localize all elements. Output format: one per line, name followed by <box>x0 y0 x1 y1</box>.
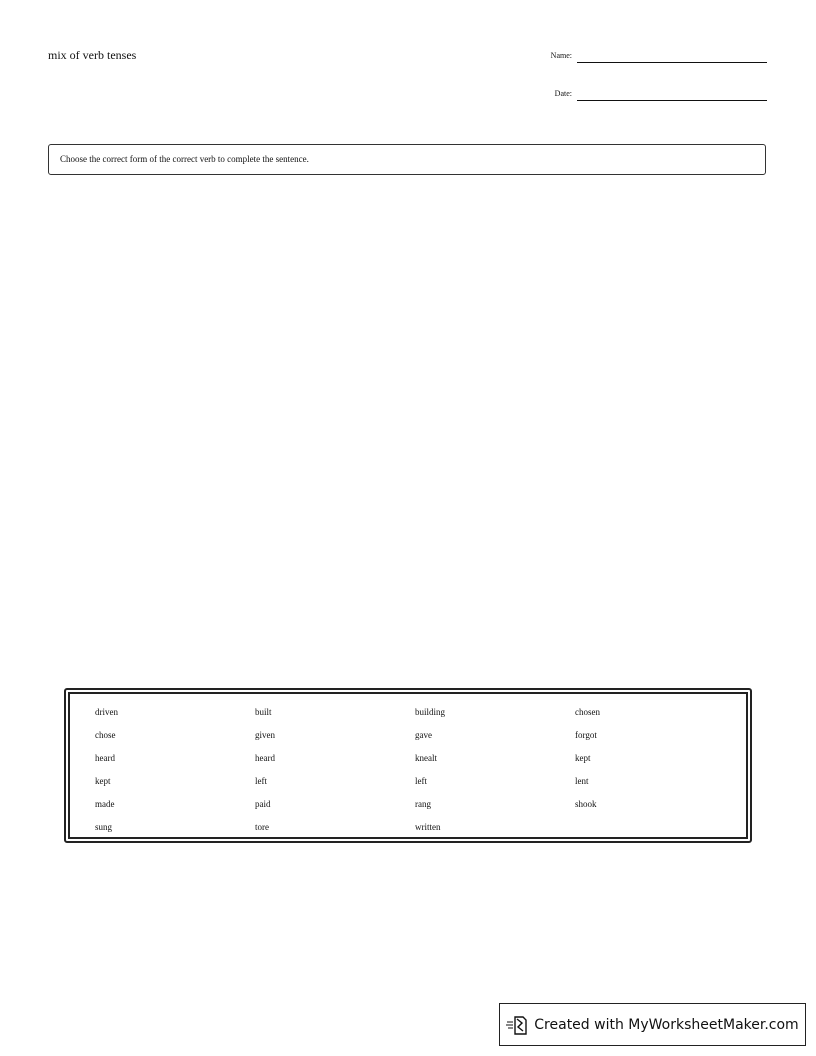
word-bank-item: knealt <box>415 753 437 763</box>
word-bank-item: sung <box>95 822 113 832</box>
name-label: Name: <box>550 51 572 60</box>
word-bank-item: gave <box>415 730 432 740</box>
word-bank-inner-border <box>68 692 748 839</box>
word-bank-item: written <box>415 822 441 832</box>
word-bank-item: tore <box>255 822 269 832</box>
brand-text: Created with MyWorksheetMaker.com <box>534 1016 799 1033</box>
word-bank-item: lent <box>575 776 589 786</box>
word-bank-item: paid <box>255 799 271 809</box>
word-bank-item: forgot <box>575 730 597 740</box>
word-bank-item: built <box>255 707 272 717</box>
brand-footer[interactable] <box>499 1003 806 1046</box>
word-bank-item: chose <box>95 730 116 740</box>
word-bank-item: rang <box>415 799 431 809</box>
worksheet-logo-icon <box>506 1014 528 1036</box>
word-bank-item: given <box>255 730 275 740</box>
worksheet-title: mix of verb tenses <box>48 48 137 62</box>
date-label: Date: <box>554 89 572 98</box>
word-grid <box>95 706 735 844</box>
date-line[interactable] <box>577 100 767 101</box>
word-bank-item: heard <box>255 753 275 763</box>
instructions-text: Choose the correct form of the correct verb to complete the sentence. <box>60 154 309 164</box>
word-bank-item: made <box>95 799 115 809</box>
word-bank-item: kept <box>95 776 111 786</box>
word-bank-item: heard <box>95 753 115 763</box>
word-bank-item: kept <box>575 753 591 763</box>
word-bank-item: driven <box>95 707 118 717</box>
word-bank-item: building <box>415 707 446 717</box>
word-bank <box>64 688 752 843</box>
word-bank-item: left <box>415 776 427 786</box>
word-bank-item: shook <box>575 799 597 809</box>
instructions-box <box>48 144 766 175</box>
name-line[interactable] <box>577 62 767 63</box>
word-bank-item: chosen <box>575 707 600 717</box>
word-bank-item: left <box>255 776 267 786</box>
